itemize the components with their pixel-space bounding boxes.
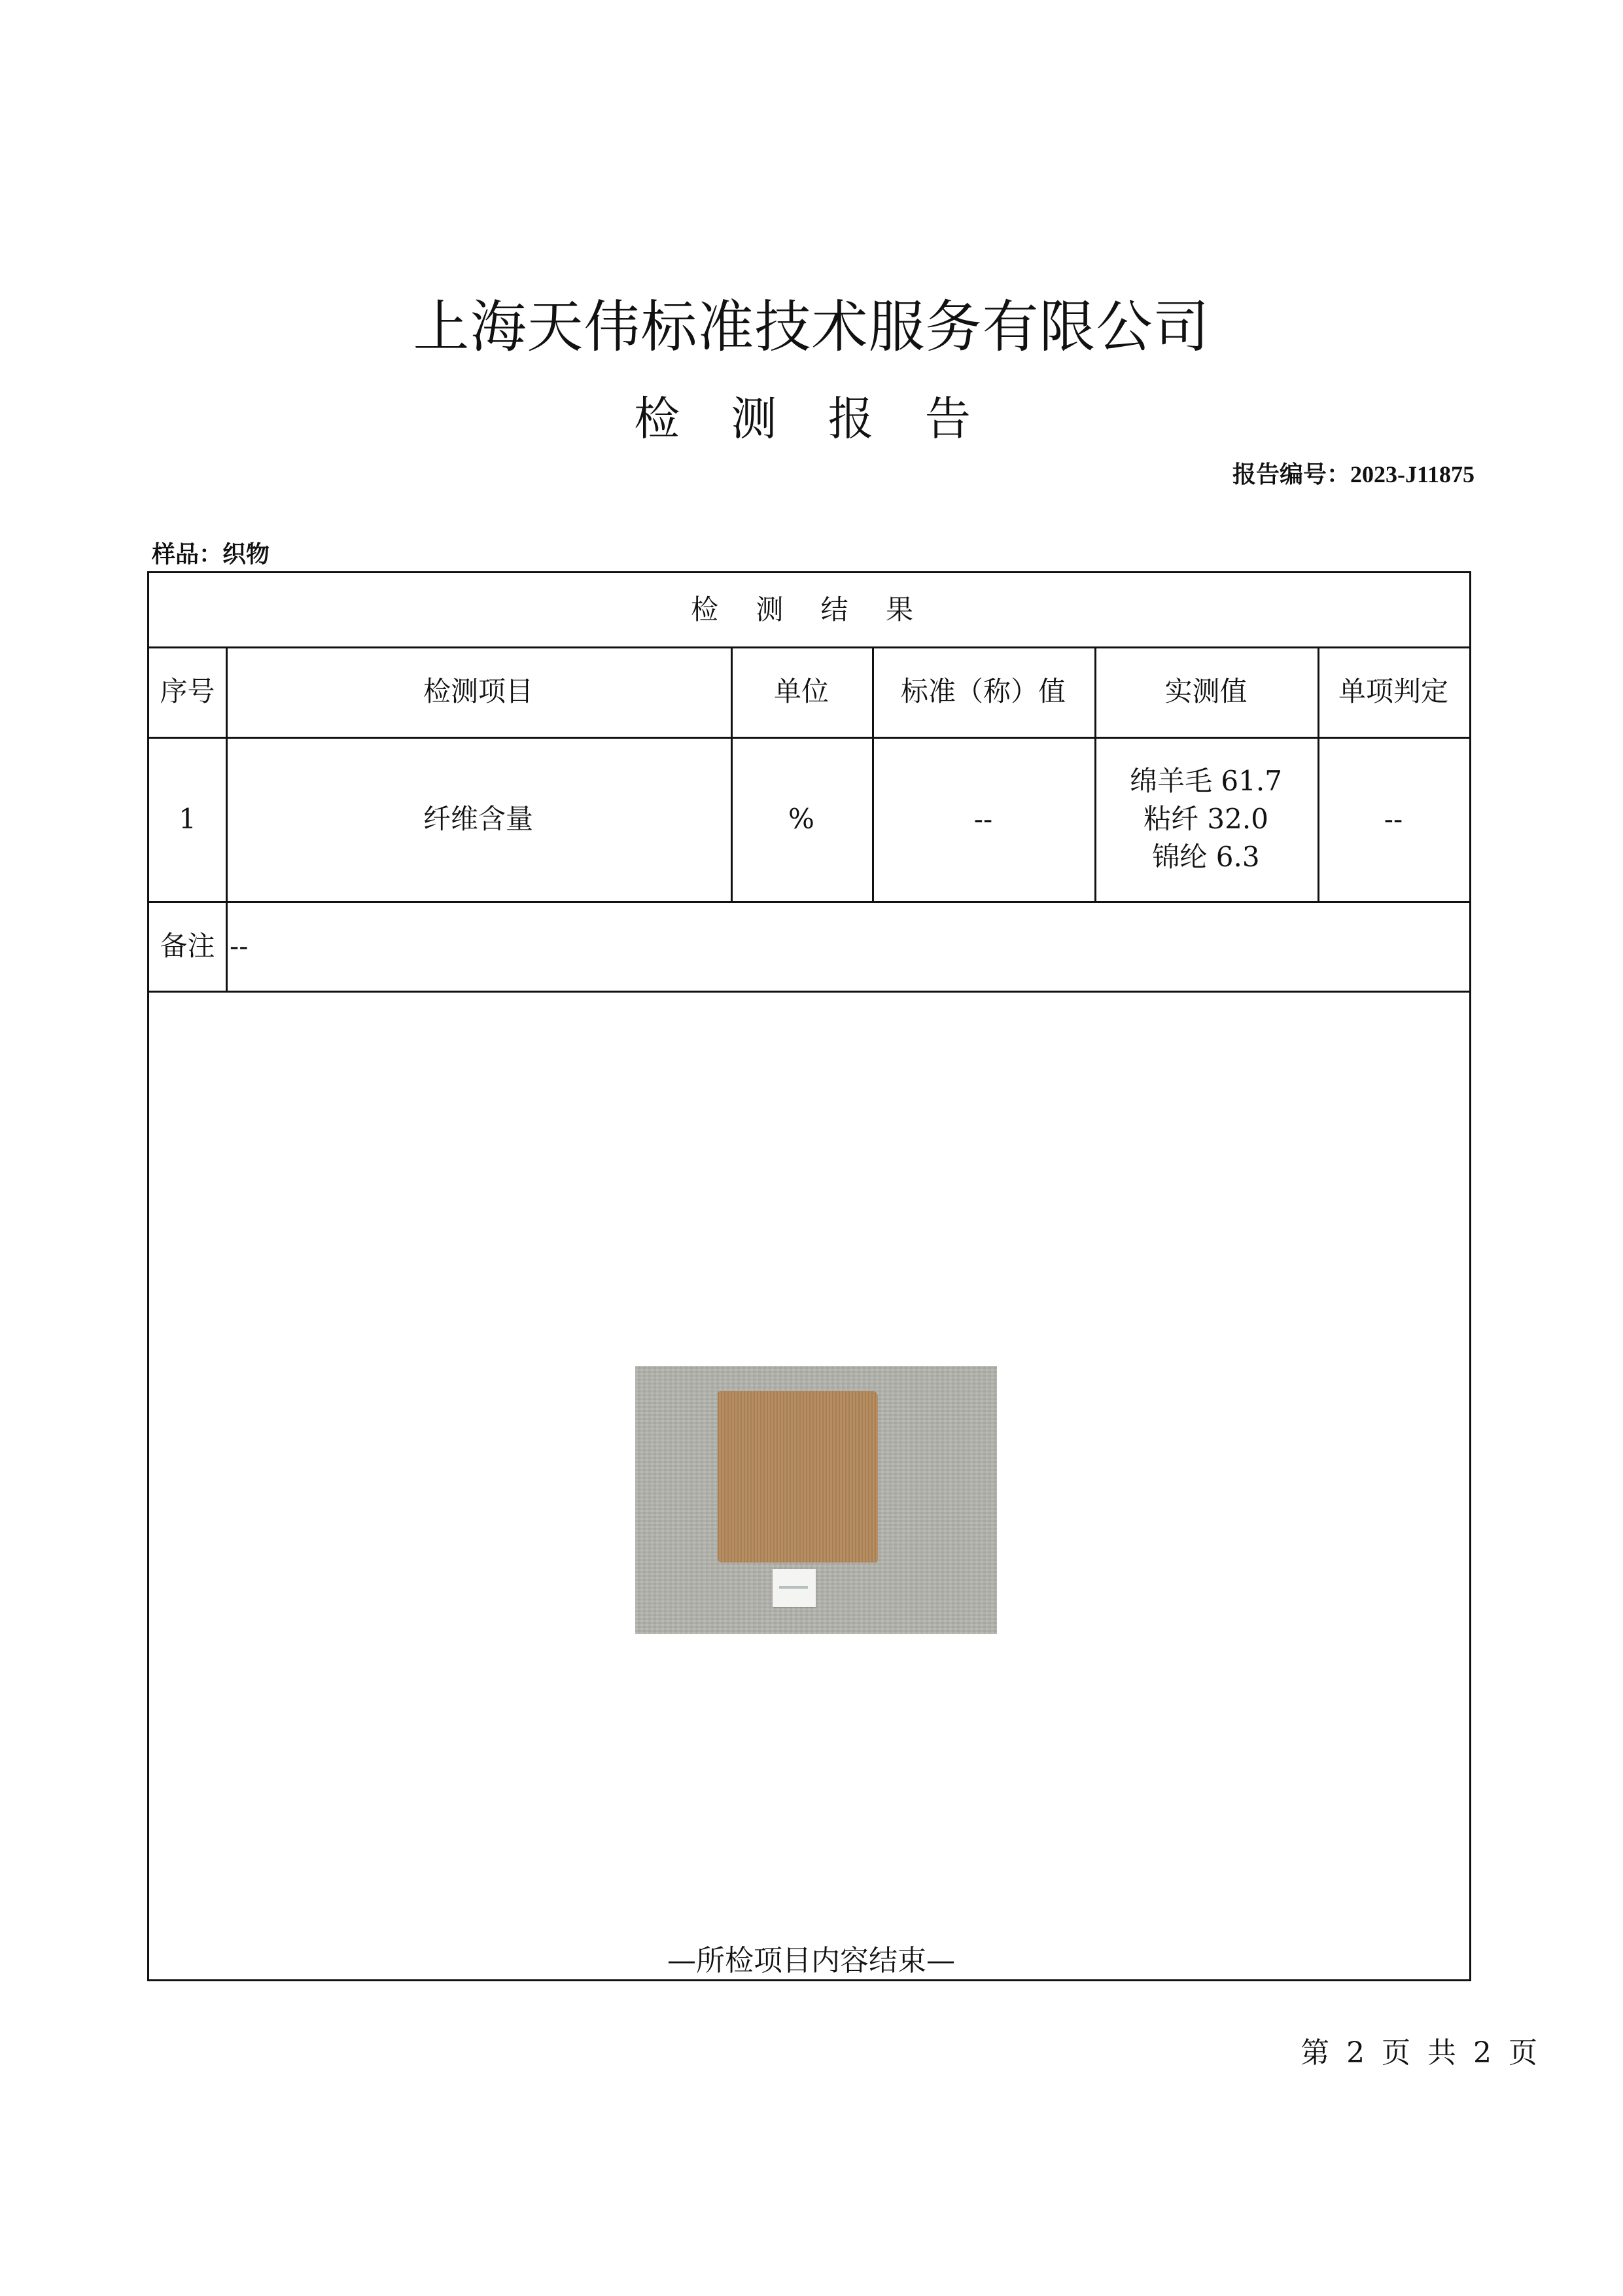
sample-tag — [773, 1569, 816, 1607]
measured-value-nylon: 锦纶 6.3 — [1152, 840, 1260, 873]
fabric-sample-photo — [635, 1366, 997, 1634]
col-header-index: 序号 — [160, 675, 215, 707]
col-header-item: 检测项目 — [423, 675, 533, 707]
row-unit: % — [788, 802, 814, 835]
company-name: 上海天伟标准技术服务有限公司 — [413, 294, 1210, 360]
table-divider — [149, 991, 1469, 993]
measured-value-wool: 绵羊毛 61.7 — [1130, 764, 1282, 797]
row-judgement: -- — [1384, 802, 1403, 835]
row-measured — [1094, 737, 1318, 901]
col-header-judgement: 单项判定 — [1338, 675, 1448, 707]
report-number: 报告编号：2023-J11875 — [1232, 461, 1475, 487]
remark-label: 备注 — [160, 929, 215, 962]
row-standard: -- — [973, 802, 993, 835]
remark-value: -- — [230, 929, 249, 962]
measured-value-viscose: 粘纤 32.0 — [1143, 802, 1268, 835]
results-table — [147, 571, 1471, 1981]
sample-label: 样品：织物 — [152, 540, 270, 568]
fabric-swatch — [718, 1391, 878, 1563]
row-item: 纤维含量 — [423, 802, 533, 835]
end-note: —所检项目内容结束— — [667, 1944, 955, 1977]
report-title: 检 测 报 告 — [634, 392, 989, 446]
col-header-measured: 实测值 — [1164, 675, 1248, 707]
col-header-unit: 单位 — [773, 675, 829, 707]
page-number: 第 2 页 共 2 页 — [1300, 2036, 1541, 2070]
results-title: 检 测 结 果 — [690, 593, 928, 626]
col-header-standard: 标准（称）值 — [900, 675, 1066, 707]
row-index: 1 — [179, 802, 196, 835]
